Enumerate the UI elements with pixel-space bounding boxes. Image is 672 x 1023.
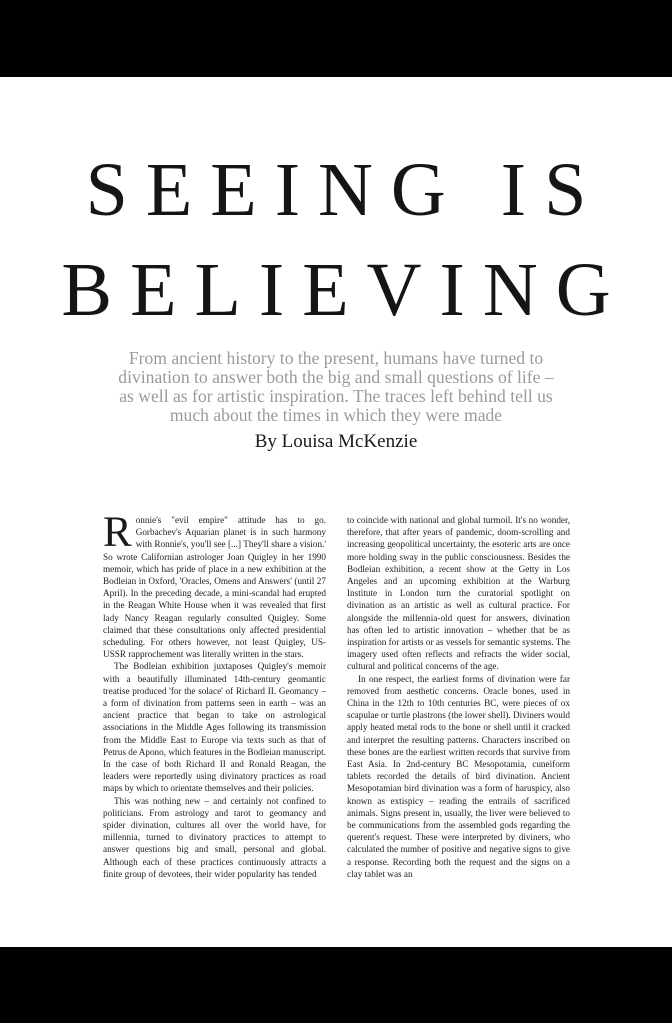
paragraph-text: onnie's "evil empire" attitude has to go. Gorbachev's Aquarian planet is in such harmony with Ronnie's, you'll see [...] They'll share a vision.' So wrote Californian astrologer Joan Quigley in her 1990 memoir, which has pride of place in a new exhibition at the Bodleian in Oxford, 'Oracles, Omens and Answers' (until 27 April). In the preceding decade, a mini-scandal had erupted in the Reagan White House when it was revealed that first lady Nancy Reagan regularly consulted Quigley. Some claimed that these consultations only affected presidential scheduling. For others however, not least Quigley, US-USSR rapprochement was literally written in the stars. — [103, 515, 326, 660]
paragraph: In one respect, the earliest forms of divination were far removed from aesthetic concerns. Oracle bones, used in China in the 12th to 10th centuries BC, were pieces of ox scapulae or turtle plastrons (the lower shell). Diviners would apply heated metal rods to the bone or shell until it cracked and interpret the resulting patterns. Characters inscribed on these bones are the earliest written records that survive from East Asia. In 2nd-century BC Mesopotamia, cuneiform tablets recorded the details of bird divination. Ancient Mesopotamian bird divination was a form of haruspicy, also known as extispicy – reading the entrails of sacrificed animals. Signs present in, usually, the liver were believed to be communications from the assembled gods regarding the querent's request. These were interpreted by diviners, who calculated the number of positive and negative signs to give a response. Recording both the request and the signs on a clay tablet was an — [347, 673, 570, 879]
headline-line-1: SEEING IS — [85, 148, 605, 232]
magazine-page — [0, 77, 672, 947]
standfirst: From ancient history to the present, humans have turned to divination to answer both the big and small questions of life – as well as for artistic inspiration. The traces left behind tell us much about the times in which they were made — [118, 348, 554, 425]
headline-line-2: BELIEVING — [61, 248, 629, 332]
drop-cap: R — [103, 509, 132, 556]
paragraph: This was nothing new – and certainly not confined to politicians. From astrology and tarot to geomancy and spider divination, cultures all over the world have, for millennia, turned to divinatory practices to attempt to answer questions big and small, personal and global. Although each of these practices continuously attracts a finite group of devotees, their wider popularity has tended — [103, 795, 326, 879]
byline: By Louisa McKenzie — [254, 431, 418, 452]
body-column-right — [347, 514, 570, 880]
paragraph: The Bodleian exhibition juxtaposes Quigley's memoir with a beautifully illuminated 14th-century geomantic treatise produced 'for the solace' of Richard II. Geomancy – a form of divination from patterns seen in earth – was an ancient practice that began to take on astrological associations in the Middle Ages following its transmission from the Middle East to Europe via texts such as that of Petrus de Apono, which features in the Bodleian manuscript. In the case of both Richard II and Ronald Reagan, the leaders were reportedly using divinatory practices as road maps by which to orientate themselves and their policies. — [103, 661, 327, 794]
paragraph — [103, 509, 326, 660]
paragraph: to coincide with national and global turmoil. It's no wonder, therefore, that after years of pandemic, doom-scrolling and increasing geopolitical uncertainty, the esoteric arts are once more holding sway in the public consciousness. Besides the Bodleian exhibition, a recent show at the Getty in Los Angeles and an upcoming exhibition at the Warburg Institute in London turn the curatorial spotlight on divination as an artistic as well as cultural practice. For alongside the millennia-old quest for answers, divination has often led to artistic innovation – whether that be as inspiration for artists or as vessels for semantic systems. The imagery used often reflects and refracts the wider social, cultural and political concerns of the age. — [347, 515, 570, 672]
body-column-left — [103, 509, 327, 880]
